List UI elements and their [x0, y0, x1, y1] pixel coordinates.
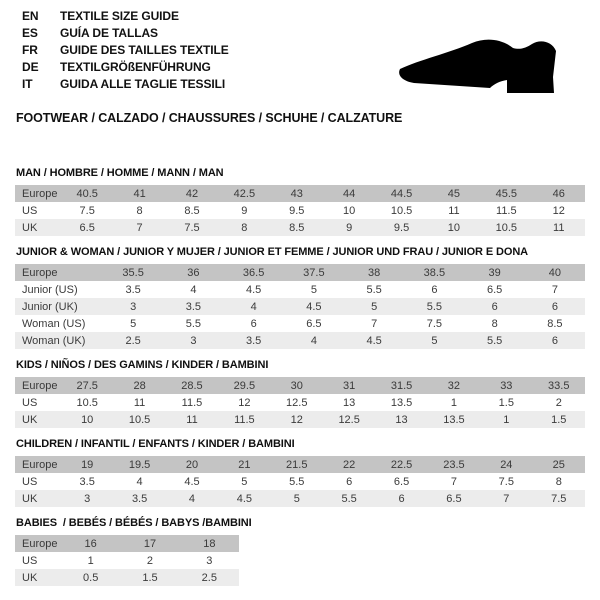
size-cell: 6: [465, 298, 525, 315]
size-cell: 12: [271, 411, 323, 428]
size-cell: 5.5: [163, 315, 223, 332]
section-title: BABIES / BEBÉS / BÉBÉS / BABYS /BAMBINI: [16, 517, 252, 529]
language-code: ES: [22, 26, 38, 40]
size-cell: 31: [323, 377, 375, 394]
size-cell: 3: [180, 552, 239, 569]
table-row: [15, 569, 239, 586]
row-label-cell: UK: [15, 411, 61, 428]
size-cell: 8.5: [525, 315, 585, 332]
size-cell: 18: [180, 535, 239, 552]
size-cell: 9.5: [271, 202, 323, 219]
size-cell: 3.5: [224, 332, 284, 349]
size-cell: 5.5: [344, 281, 404, 298]
table-row: [15, 185, 585, 202]
size-cell: 21: [218, 456, 270, 473]
size-cell: 8: [533, 473, 585, 490]
size-cell: 41: [113, 185, 165, 202]
size-cell: 13.5: [375, 394, 427, 411]
size-cell: 4.5: [166, 473, 218, 490]
size-cell: 38: [344, 264, 404, 281]
language-label: GUIDE DES TAILLES TEXTILE: [60, 43, 229, 57]
size-cell: 1.5: [480, 394, 532, 411]
size-section: [0, 439, 600, 507]
size-cell: 4: [113, 473, 165, 490]
size-cell: 16: [61, 535, 120, 552]
size-cell: 10: [428, 219, 480, 236]
size-cell: 9: [323, 219, 375, 236]
size-cell: 6: [525, 332, 585, 349]
language-row: [22, 76, 229, 93]
size-cell: 22: [323, 456, 375, 473]
size-cell: 8.5: [271, 219, 323, 236]
size-cell: 33: [480, 377, 532, 394]
size-cell: 12: [218, 394, 270, 411]
size-cell: 5: [218, 473, 270, 490]
section-title: MAN / HOMBRE / HOMME / MANN / MAN: [16, 167, 224, 179]
table-row: [15, 552, 239, 569]
table-row: [15, 219, 585, 236]
row-label-cell: Woman (UK): [15, 332, 103, 349]
size-cell: 7.5: [480, 473, 532, 490]
table-row: [15, 281, 585, 298]
size-cell: 13.5: [428, 411, 480, 428]
size-table: [15, 456, 585, 507]
row-label-cell: Europe: [15, 377, 61, 394]
size-cell: 36: [163, 264, 223, 281]
size-cell: 30: [271, 377, 323, 394]
size-cell: 8: [113, 202, 165, 219]
size-cell: 2: [533, 394, 585, 411]
size-cell: 11: [166, 411, 218, 428]
size-cell: 3: [61, 490, 113, 507]
size-table: [15, 535, 239, 586]
size-cell: 40.5: [61, 185, 113, 202]
language-row: [22, 42, 229, 59]
size-cell: 9: [218, 202, 270, 219]
language-code: DE: [22, 60, 39, 74]
size-cell: 10: [323, 202, 375, 219]
table-row: [15, 315, 585, 332]
category-line: FOOTWEAR / CALZADO / CHAUSSURES / SCHUHE / CALZATURE: [16, 111, 403, 125]
language-row: [22, 59, 229, 76]
size-cell: 20: [166, 456, 218, 473]
row-label-cell: Junior (UK): [15, 298, 103, 315]
size-cell: 7: [480, 490, 532, 507]
size-cell: 2.5: [180, 569, 239, 586]
language-code: IT: [22, 77, 33, 91]
size-cell: 10.5: [375, 202, 427, 219]
size-cell: 33.5: [533, 377, 585, 394]
size-cell: 5.5: [465, 332, 525, 349]
size-cell: 4: [224, 298, 284, 315]
size-cell: 7.5: [404, 315, 464, 332]
size-cell: 45: [428, 185, 480, 202]
size-cell: 0.5: [61, 569, 120, 586]
row-label-cell: UK: [15, 569, 61, 586]
size-cell: 32: [428, 377, 480, 394]
size-cell: 46: [533, 185, 585, 202]
row-label-cell: UK: [15, 219, 61, 236]
size-cell: 6.5: [61, 219, 113, 236]
size-cell: 6: [323, 473, 375, 490]
size-cell: 10.5: [113, 411, 165, 428]
size-cell: 17: [120, 535, 179, 552]
size-cell: 3.5: [61, 473, 113, 490]
size-cell: 21.5: [271, 456, 323, 473]
size-section: [0, 247, 600, 349]
size-cell: 6: [375, 490, 427, 507]
size-cell: 12.5: [323, 411, 375, 428]
size-cell: 7: [525, 281, 585, 298]
table-row: [15, 490, 585, 507]
size-cell: 39: [465, 264, 525, 281]
size-cell: 37.5: [284, 264, 344, 281]
table-row: [15, 377, 585, 394]
size-cell: 8: [218, 219, 270, 236]
size-cell: 6.5: [465, 281, 525, 298]
size-section: [0, 168, 600, 236]
table-row: [15, 264, 585, 281]
size-cell: 7.5: [533, 490, 585, 507]
size-cell: 25: [533, 456, 585, 473]
size-cell: 44: [323, 185, 375, 202]
row-label-cell: US: [15, 202, 61, 219]
size-cell: 8: [465, 315, 525, 332]
row-label-cell: Woman (US): [15, 315, 103, 332]
row-label-cell: Junior (US): [15, 281, 103, 298]
size-cell: 6: [404, 281, 464, 298]
size-cell: 1.5: [533, 411, 585, 428]
size-cell: 3: [163, 332, 223, 349]
section-title: CHILDREN / INFANTIL / ENFANTS / KINDER / BAMBINI: [16, 438, 295, 450]
size-cell: 5: [103, 315, 163, 332]
table-row: [15, 202, 585, 219]
size-cell: 4.5: [218, 490, 270, 507]
table-row: [15, 473, 585, 490]
size-cell: 2.5: [103, 332, 163, 349]
language-label: GUIDA ALLE TAGLIE TESSILI: [60, 77, 226, 91]
size-cell: 7.5: [166, 219, 218, 236]
size-cell: 5: [404, 332, 464, 349]
size-cell: 4.5: [224, 281, 284, 298]
language-code: EN: [22, 9, 39, 23]
size-table: [15, 264, 585, 349]
size-cell: 5: [284, 281, 344, 298]
table-row: [15, 394, 585, 411]
row-label-cell: Europe: [15, 264, 103, 281]
size-cell: 4: [163, 281, 223, 298]
size-cell: 42.5: [218, 185, 270, 202]
size-cell: 6: [525, 298, 585, 315]
size-cell: 1.5: [120, 569, 179, 586]
language-label: TEXTILE SIZE GUIDE: [60, 9, 179, 23]
size-cell: 10.5: [61, 394, 113, 411]
size-cell: 12.5: [271, 394, 323, 411]
size-cell: 5: [344, 298, 404, 315]
language-row: [22, 8, 229, 25]
size-cell: 24: [480, 456, 532, 473]
size-cell: 3.5: [103, 281, 163, 298]
size-section: [0, 518, 600, 586]
row-label-cell: UK: [15, 490, 61, 507]
size-cell: 1: [480, 411, 532, 428]
size-cell: 19: [61, 456, 113, 473]
dress-shoe-icon: [394, 30, 574, 98]
size-cell: 6: [224, 315, 284, 332]
language-row: [22, 25, 229, 42]
size-cell: 7.5: [61, 202, 113, 219]
table-row: [15, 411, 585, 428]
size-table: [15, 185, 585, 236]
size-cell: 6.5: [428, 490, 480, 507]
size-cell: 7: [428, 473, 480, 490]
size-cell: 2: [120, 552, 179, 569]
row-label-cell: US: [15, 552, 61, 569]
size-cell: 8.5: [166, 202, 218, 219]
size-cell: 28: [113, 377, 165, 394]
table-row: [15, 456, 585, 473]
section-title: KIDS / NIÑOS / DES GAMINS / KINDER / BAMBINI: [16, 359, 269, 371]
row-label-cell: Europe: [15, 535, 61, 552]
language-code: FR: [22, 43, 38, 57]
size-cell: 4: [166, 490, 218, 507]
size-cell: 11: [533, 219, 585, 236]
size-cell: 44.5: [375, 185, 427, 202]
size-cell: 1: [61, 552, 120, 569]
size-cell: 13: [375, 411, 427, 428]
section-title: JUNIOR & WOMAN / JUNIOR Y MUJER / JUNIOR ET FEMME / JUNIOR UND FRAU / JUNIOR E DONA: [16, 246, 529, 258]
size-cell: 5.5: [323, 490, 375, 507]
size-cell: 5.5: [271, 473, 323, 490]
size-cell: 31.5: [375, 377, 427, 394]
size-cell: 10.5: [480, 219, 532, 236]
size-cell: 23.5: [428, 456, 480, 473]
size-cell: 11.5: [166, 394, 218, 411]
size-cell: 40: [525, 264, 585, 281]
row-label-cell: US: [15, 394, 61, 411]
size-cell: 12: [533, 202, 585, 219]
table-row: [15, 298, 585, 315]
size-cell: 28.5: [166, 377, 218, 394]
size-cell: 35.5: [103, 264, 163, 281]
size-cell: 38.5: [404, 264, 464, 281]
size-cell: 36.5: [224, 264, 284, 281]
size-cell: 5.5: [404, 298, 464, 315]
size-cell: 4: [284, 332, 344, 349]
size-cell: 6.5: [284, 315, 344, 332]
size-cell: 27.5: [61, 377, 113, 394]
size-cell: 6.5: [375, 473, 427, 490]
size-cell: 11.5: [480, 202, 532, 219]
size-cell: 43: [271, 185, 323, 202]
row-label-cell: Europe: [15, 185, 61, 202]
size-cell: 1: [428, 394, 480, 411]
size-cell: 19.5: [113, 456, 165, 473]
size-cell: 3.5: [113, 490, 165, 507]
size-table: [15, 377, 585, 428]
size-cell: 3: [103, 298, 163, 315]
row-label-cell: Europe: [15, 456, 61, 473]
table-row: [15, 535, 239, 552]
size-cell: 42: [166, 185, 218, 202]
size-tables: [0, 157, 600, 586]
size-cell: 7: [344, 315, 404, 332]
size-cell: 5: [271, 490, 323, 507]
row-label-cell: US: [15, 473, 61, 490]
size-cell: 13: [323, 394, 375, 411]
size-section: [0, 360, 600, 428]
size-cell: 11: [428, 202, 480, 219]
size-cell: 9.5: [375, 219, 427, 236]
size-cell: 7: [113, 219, 165, 236]
size-cell: 3.5: [163, 298, 223, 315]
size-cell: 4.5: [284, 298, 344, 315]
language-label: GUÍA DE TALLAS: [60, 26, 158, 40]
size-cell: 22.5: [375, 456, 427, 473]
size-cell: 11.5: [218, 411, 270, 428]
language-list: [22, 8, 229, 93]
size-cell: 45.5: [480, 185, 532, 202]
size-cell: 29.5: [218, 377, 270, 394]
size-cell: 11: [113, 394, 165, 411]
size-cell: 10: [61, 411, 113, 428]
size-cell: 4.5: [344, 332, 404, 349]
table-row: [15, 332, 585, 349]
language-label: TEXTILGRÖßENFÜHRUNG: [60, 60, 211, 74]
